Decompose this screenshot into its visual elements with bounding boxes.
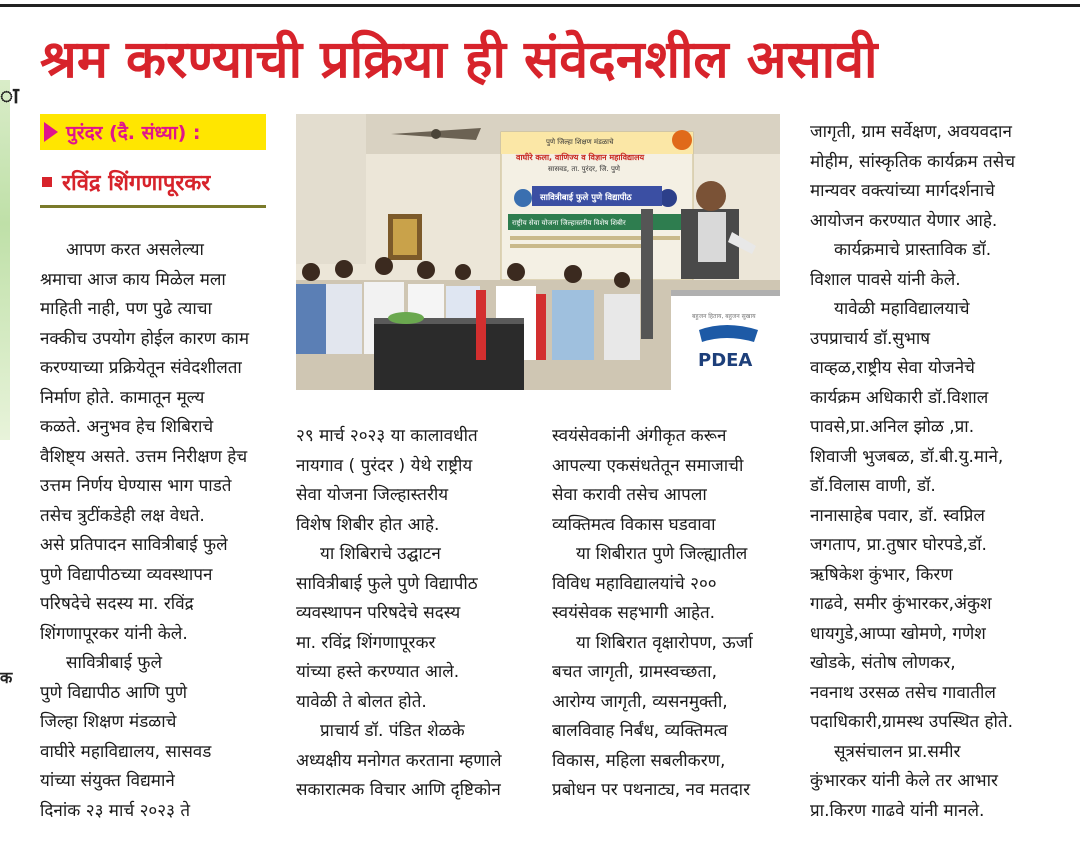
event-photo xyxy=(296,114,780,390)
paragraph: सावित्रीबाई फुले पुणे विद्यापीठ आणि पुणे जिल्हा शिक्षण मंडळाचे वाघीरे महाविद्यालय, सासवड यांच्या संयुक्त विद्यमाने दिनांक २३ मार्च २०२३ ते xyxy=(40,653,212,821)
top-rule xyxy=(0,4,1080,7)
banner-university-text: सावित्रीबाई फुले पुणे विद्यापीठ xyxy=(540,193,632,203)
paragraph: यावेळी महाविद्यालयाचे उपप्राचार्य डॉ.सुभाष वाव्हळ,राष्ट्रीय सेवा योजनेचे कार्यक्रम अधिकारी डॉ.विशाल पावसे,प्रा.अनिल झोळ ,प्रा. शिवाजी भुजबळ, डॉ.बी.यु.माने, डॉ.विलास वाणी, डॉ. नानासाहेब पवार, डॉ. स्वप्निल जगताप, प्रा.तुषार घोरपडे,डॉ. ऋषिकेश कुंभार, किरण गाढवे, समीर कुंभारकर,अंकुश धायगुडे,आप्पा खोमणे, गणेश खोडके, संतोष लोणकर, नवनाथ उरसळ तसेच गावातील पदाधिकारी,ग्रामस्थ उपस्थित होते. xyxy=(810,299,1013,732)
paragraph: स्वयंसेवकांनी अंगीकृत करून आपल्या एकसंधतेतून समाजाची सेवा करावी तसेच आपला व्यक्तिमत्व विकास घडवावा xyxy=(552,426,744,535)
paragraph: आपण करत असलेल्या श्रमाचा आज काय मिळेल मला माहिती नाही, पण पुढे त्याचा नक्कीच उपयोग होईल कारण काम करण्याच्या प्रक्रियेतून संवेदशीलता निर्माण होते. कामातून मूल्य कळते. अनुभव हेच शिबिराचे वैशिष्ट्य असते. उत्तम निरीक्षण हेच उत्तम निर्णय घेण्यास भाग पाडते तसेच त्रुटींकडेही लक्ष वेधते. असे प्रतिपादन सावित्रीबाई फुले पुणे विद्यापीठच्या व्यवस्थापन परिषदेचे सदस्य मा. रविंद्र शिंगणापूरकर यांनी केले. xyxy=(40,240,250,644)
column-2 xyxy=(296,422,538,806)
dateline-text: पुरंदर (दै. संध्या) : xyxy=(66,122,201,144)
column-1 xyxy=(40,236,290,826)
banner-org-text: पुणे जिल्हा शिक्षण मंडळाचे xyxy=(546,138,614,146)
paragraph: या शिबीरात पुणे जिल्ह्यातील विविध महाविद्यालयांचे २०० स्वयंसेवक सहभागी आहेत. xyxy=(552,544,748,623)
byline-rule xyxy=(40,205,266,208)
byline-square-icon xyxy=(42,177,52,187)
podium-small-text: बहुजन हिताय, बहुजन सुखाय xyxy=(692,313,756,320)
dateline-box xyxy=(40,114,266,150)
banner-college-text: वाघीरे कला, वाणिज्य व विज्ञान महाविद्यालय xyxy=(516,153,645,162)
adjacent-article-edge xyxy=(0,80,10,440)
banner-camp-text: राष्ट्रीय सेवा योजना जिल्हास्तरीय विशेष शिबीर xyxy=(512,219,626,227)
byline xyxy=(40,164,266,200)
paragraph: या शिबिराचे उद्घाटन सावित्रीबाई फुले पुणे विद्यापीठ व्यवस्थापन परिषदेचे सदस्य मा. रविंद्र शिंगणापूरकर यांच्या हस्ते करण्यात आले. यावेळी ते बोलत होते. xyxy=(296,544,478,712)
podium-brand-text: PDEA xyxy=(698,350,753,371)
dateline-arrow-icon xyxy=(44,122,58,142)
article-headline: श्रम करण्याची प्रक्रिया ही संवेदनशील असावी xyxy=(40,30,878,90)
adjacent-article-glyph-bottom: क xyxy=(0,668,13,687)
adjacent-article-glyph-top: ा xyxy=(0,84,19,109)
paragraph: २९ मार्च २०२३ या कालावधीत नायगाव ( पुरंदर ) येथे राष्ट्रीय सेवा योजना जिल्हास्तरीय विशेष शिबीर होत आहे. xyxy=(296,426,478,535)
column-3 xyxy=(552,422,802,806)
banner-place-text: सासवड, ता. पुरंदर, जि. पुणे xyxy=(548,165,620,173)
paragraph: जागृती, ग्राम सर्वेक्षण, अवयवदान मोहीम, सांस्कृतिक कार्यक्रम तसेच मान्यवर वक्त्यांच्या मार्गदर्शनाचे आयोजन करण्यात येणार आहे. xyxy=(810,122,1016,231)
paragraph: प्राचार्य डॉ. पंडित शेळके अध्यक्षीय मनोगत करताना म्हणाले सकारात्मक विचार आणि दृष्टिकोन xyxy=(296,721,502,800)
paragraph: या शिबिरात वृक्षारोपण, ऊर्जा बचत जागृती, ग्रामस्वच्छता, आरोग्य जागृती, व्यसनमुक्ती, बालविवाह निर्बंध, व्यक्तिमत्व विकास, महिला सबलीकरण, प्रबोधन पर पथनाट्य, नव मतदार xyxy=(552,632,753,800)
paragraph: सूत्रसंचालन प्रा.समीर कुंभारकर यांनी केले तर आभार प्रा.किरण गाढवे यांनी मानले. xyxy=(810,741,998,821)
byline-name: रविंद्र शिंगणापूरकर xyxy=(62,171,211,196)
paragraph: कार्यक्रमाचे प्रास्ताविक डॉ. विशाल पावसे यांनी केले. xyxy=(810,240,992,290)
column-4 xyxy=(810,118,1072,826)
